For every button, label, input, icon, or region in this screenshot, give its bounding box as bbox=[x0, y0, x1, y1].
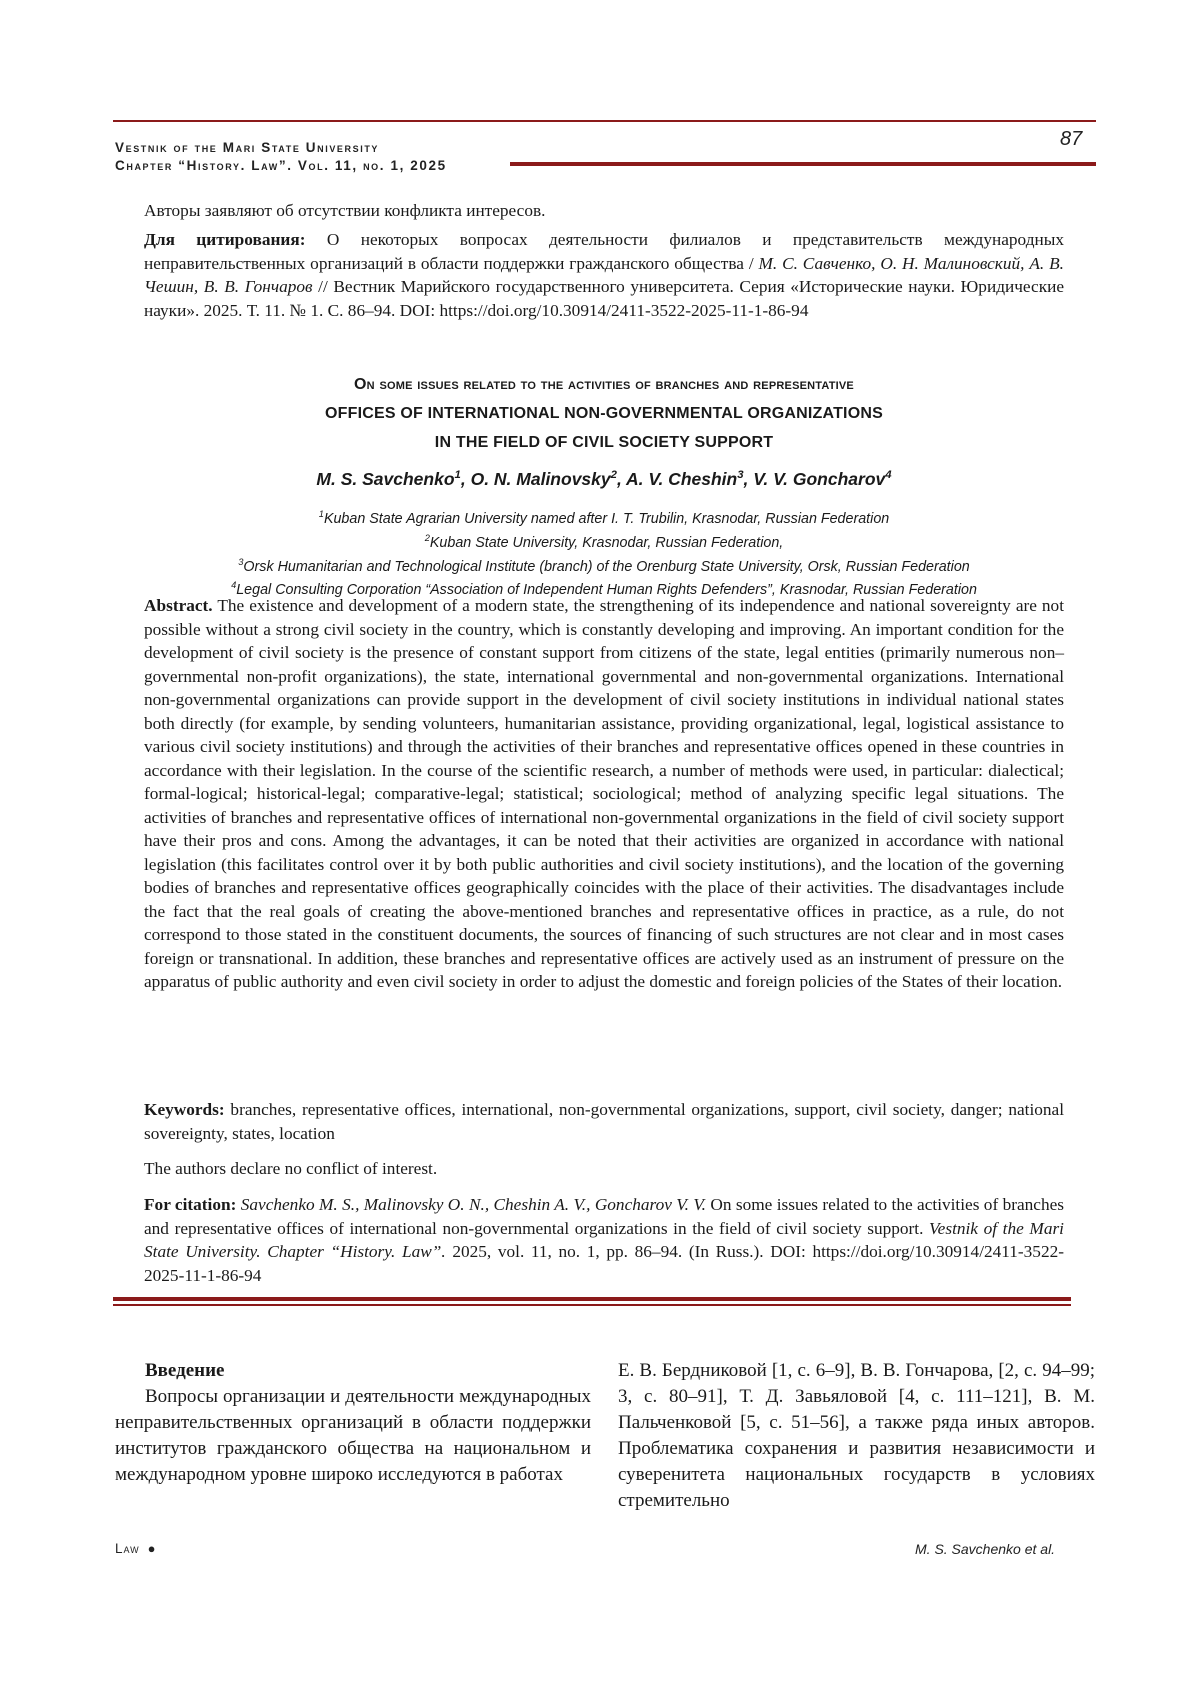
intro-paragraph-right: Е. В. Бердниковой [1, с. 6–9], В. В. Гончарова, [2, с. 94–99; 3, с. 80–91], Т. Д. Завьяловой [4, с. 111–121], В. М. Пальченковой [5, с. 51–56], а также ряда иных авторов. Проблематика сохранения и развития независимости и суверенитета национальных государств в условиях стремительно bbox=[618, 1360, 1095, 1511]
ru-citation-text-after: // Вестник Марийского государственного университета. Серия «Исторические науки. Юридические науки». 2025. Т. 11. № 1. С. 86–94. DOI: https://doi.org/10.30914/2411-3522-2025-11-1-86-94 bbox=[144, 277, 1065, 320]
affiliation-4: $^4$Legal Consulting Corporation “Association of Independent Human Rights Defenders”, Krasnodar, Russian Federation bbox=[231, 580, 977, 599]
en-citation bbox=[144, 1193, 1064, 1287]
en-conflict-statement bbox=[144, 1157, 1064, 1181]
affiliation-3: $^3$Orsk Humanitarian and Technological Institute (branch) of the Orenburg State University, Orsk, Russian Federation bbox=[238, 556, 970, 575]
author-2: O. N. Malinovsky$^2$ bbox=[470, 469, 617, 489]
bullet-icon: ● bbox=[147, 1541, 157, 1556]
en-citation-text-after: 2025, vol. 11, no. 1, pp. 86–94. (In Russ.). DOI: https://doi.org/10.30914/2411-3522-2025-11-1-86-94 bbox=[144, 1242, 1064, 1285]
article-title-line3: IN THE FIELD OF CIVIL SOCIETY SUPPORT bbox=[434, 434, 774, 451]
en-conflict-text: The authors declare no conflict of interest. bbox=[144, 1159, 438, 1178]
journal-name-line2: Chapter “History. Law”. Vol. 11, no. 1, 2025 bbox=[115, 158, 447, 173]
keywords-text: branches, representative offices, international, non-governmental organizations, support, civil society, danger; national sovereignty, states, location bbox=[144, 1100, 1064, 1143]
section-divider-thin bbox=[113, 1304, 1071, 1306]
en-citation-journal: Vestnik of the Mari State University. Chapter “History. Law”. bbox=[144, 1218, 1064, 1261]
section-divider-thick bbox=[113, 1297, 1071, 1301]
ru-citation-authors: М. С. Савченко, О. Н. Малиновский, А. В. Чешин, В. В. Гончаров bbox=[144, 253, 1064, 296]
en-citation-text-before: On some issues related to the activities of branches and representative offices of international non-governmental organizations in the field of civil society support. bbox=[144, 1195, 1064, 1238]
article-title-line1: On some issues related to the activities of branches and representative bbox=[354, 376, 854, 393]
ru-citation-text-before: О некоторых вопросах деятельности филиалов и представительств международных неправительственных организаций в области поддержки гражданского общества / bbox=[144, 230, 1064, 273]
intro-heading: Введение bbox=[145, 1360, 225, 1381]
ru-conflict-statement bbox=[144, 199, 1064, 223]
abstract-text: The existence and development of a modern state, the strengthening of its independence and national sovereignty are not possible without a strong civil society in the country, which is constantly developing and improving. An important condition for the development of civil society is the presence of constant support from citizens of the state, legal entities (primarily numerous non–governmental non-profit organizations), the state, international governmental and non-governmental organizations. International non-governmental organizations can provide support in the development of civil society institutions in individual national states both directly (for example, by sending volunteers, humanitarian assistance, providing organizational, legal, logistical assistance to various civil society institutions) and through the activities of their branches and representative offices opened in these countries in accordance with their legislation. In the course of the scientific research, a number of methods were used, in particular: dialectical; formal-logical; historical-legal; comparative-legal; statistical; sociological; method of analyzing specific legal situations. The activities of branches and representative offices of international non-governmental organizations in the field of civil society support have their pros and cons. Among the advantages, it can be noted that their activities are organized in accordance with national legislation (this facilitates control over it by both public authorities and civil society institutions), and the location of the governing bodies of branches and representative offices geographically coincides with the place of their activities. The disadvantages include the fact that the real goals of creating the above-mentioned branches and representative offices in practice, as a rule, do not correspond to those stated in the constituent documents, the sources of financing of such structures are not clear and in most cases foreign or transnational. In addition, these branches and representative offices are actively used as an instrument of pressure on the apparatus of public authority and even civil society in order to adjust the domestic and foreign policies of the States of their location. bbox=[144, 596, 1064, 991]
header-bottom-rule bbox=[510, 162, 1096, 166]
en-citation-label: For citation: bbox=[144, 1195, 237, 1214]
journal-name-line1: Vestnik of the Mari State University bbox=[115, 140, 380, 155]
author-3: A. V. Cheshin$^3$ bbox=[626, 469, 744, 489]
en-citation-authors: Savchenko M. S., Malinovsky O. N., Cheshin A. V., Goncharov V. V. bbox=[236, 1195, 706, 1214]
ru-conflict-text: Авторы заявляют об отсутствии конфликта интересов. bbox=[144, 201, 546, 220]
abstract-label: Abstract. bbox=[144, 596, 213, 615]
page-number: 87 bbox=[1060, 128, 1083, 150]
ru-citation-label: Для цитирования: bbox=[144, 230, 306, 249]
author-list: M. S. Savchenko$^1$, O. N. Malinovsky$^2$, A. V. Cheshin$^3$, V. V. Goncharov$^4$ bbox=[316, 469, 892, 489]
author-1: M. S. Savchenko$^1$ bbox=[316, 469, 461, 489]
intro-paragraph-left: Вопросы организации и деятельности международных неправительственных организаций в области поддержки институтов гражданского общества на национальном и международном уровне широко исследуются в работах bbox=[115, 1386, 591, 1485]
footer-section-label: Law bbox=[115, 1541, 140, 1556]
keywords bbox=[144, 1098, 1064, 1145]
journal-name bbox=[115, 139, 447, 175]
abstract bbox=[144, 594, 1064, 994]
footer-section bbox=[115, 1541, 157, 1556]
article-title-line2: OFFICES OF INTERNATIONAL NON-GOVERNMENTAL ORGANIZATIONS bbox=[325, 405, 883, 422]
affiliation-1: $^1$Kuban State Agrarian University named after I. T. Trubilin, Krasnodar, Russian Federation bbox=[318, 509, 890, 527]
affiliation-2: $^2$Kuban State University, Krasnodar, Russian Federation, bbox=[424, 532, 784, 551]
author-4: V. V. Goncharov$^4$ bbox=[753, 469, 892, 489]
intro-column-right bbox=[618, 1358, 1095, 1514]
ru-citation bbox=[144, 228, 1064, 322]
footer-authors: M. S. Savchenko et al. bbox=[915, 1541, 1056, 1557]
keywords-label: Keywords: bbox=[144, 1100, 225, 1119]
header-top-rule bbox=[113, 120, 1096, 122]
intro-column-left bbox=[115, 1358, 591, 1488]
affiliations bbox=[144, 505, 1064, 600]
article-title bbox=[144, 370, 1064, 457]
